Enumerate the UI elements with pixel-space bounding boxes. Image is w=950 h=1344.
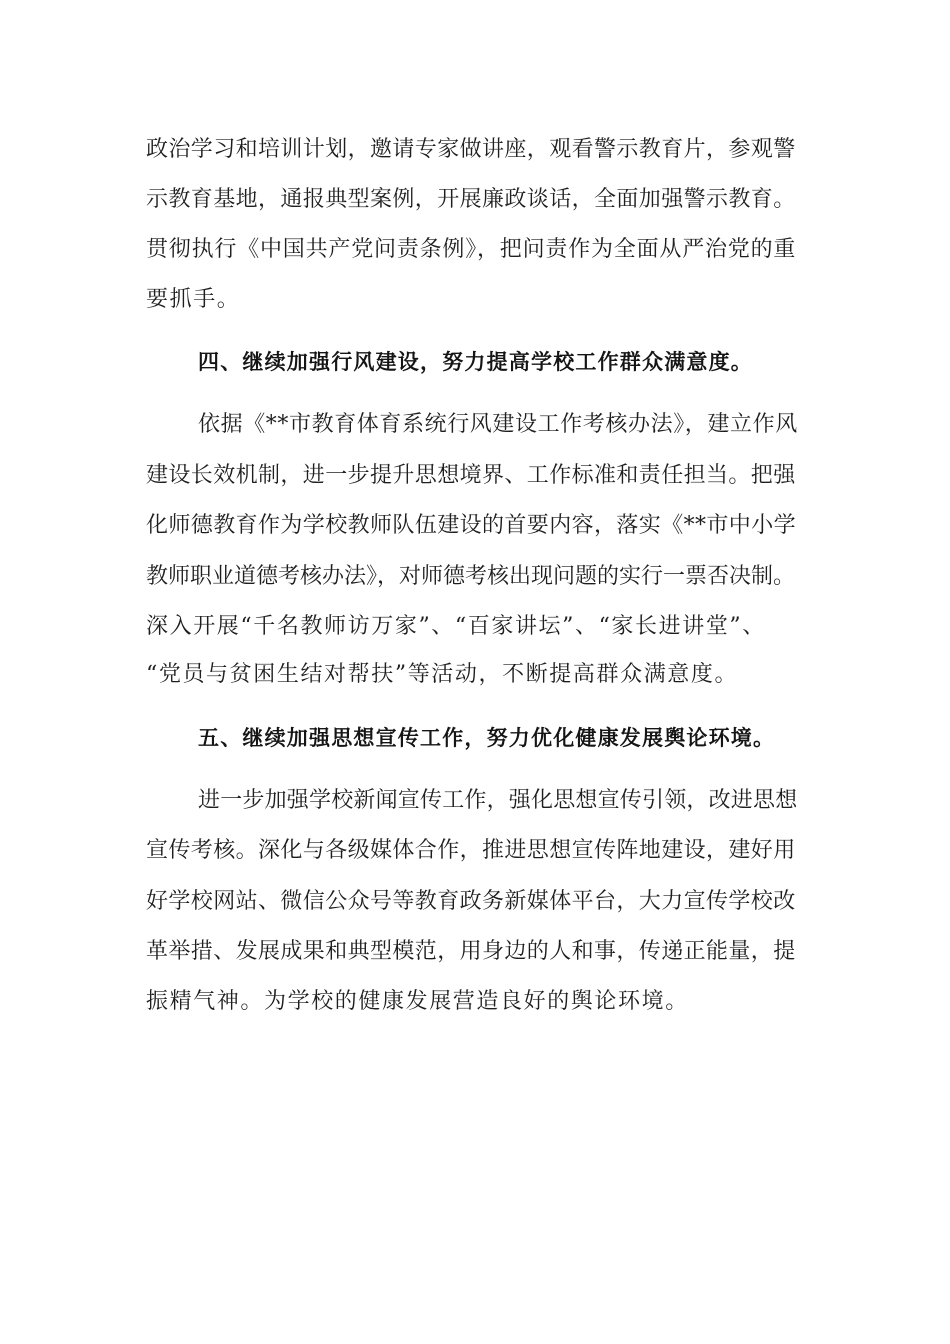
section-heading-4: 四、继续加强行风建设，努力提高学校工作群众满意度。 [198, 350, 753, 374]
paragraph-line: 建设长效机制，进一步提升思想境界、工作标准和责任担当。把强 [146, 463, 796, 488]
paragraph-line: 教师职业道德考核办法》，对师德考核出现问题的实行一票否决制。 [146, 564, 796, 589]
paragraph-line: 贯彻执行《中国共产党问责条例》，把问责作为全面从严治党的重 [146, 237, 797, 262]
paragraph-line: “党员与贫困生结对帮扶”等活动，不断提高群众满意度。 [146, 662, 739, 687]
paragraph-line: 依据《**市教育体育系统行风建设工作考核办法》，建立作风 [198, 412, 798, 437]
paragraph-line: 政治学习和培训计划，邀请专家做讲座，观看警示教育片，参观警 [146, 137, 796, 162]
paragraph-line: 振精气神。为学校的健康发展营造良好的舆论环境。 [146, 989, 689, 1014]
paragraph-line: 进一步加强学校新闻宣传工作，强化思想宣传引领，改进思想 [198, 788, 798, 813]
paragraph-line: 示教育基地，通报典型案例，开展廉政谈话，全面加强警示教育。 [146, 187, 796, 212]
section-heading-5: 五、继续加强思想宣传工作，努力优化健康发展舆论环境。 [198, 726, 776, 750]
paragraph-line: 化师德教育作为学校教师队伍建设的首要内容，落实《**市中小学 [146, 513, 797, 538]
paragraph-line: 革举措、发展成果和典型模范，用身边的人和事，传递正能量，提 [146, 939, 796, 964]
paragraph-line: 宣传考核。深化与各级媒体合作，推进思想宣传阵地建设，建好用 [146, 838, 796, 863]
paragraph-line: 深入开展“千名教师访万家”、“百家讲坛”、“家长进讲堂”、 [146, 614, 766, 639]
paragraph-line: 好学校网站、微信公众号等教育政务新媒体平台，大力宣传学校改 [146, 889, 796, 914]
paragraph-line: 要抓手。 [146, 287, 241, 312]
